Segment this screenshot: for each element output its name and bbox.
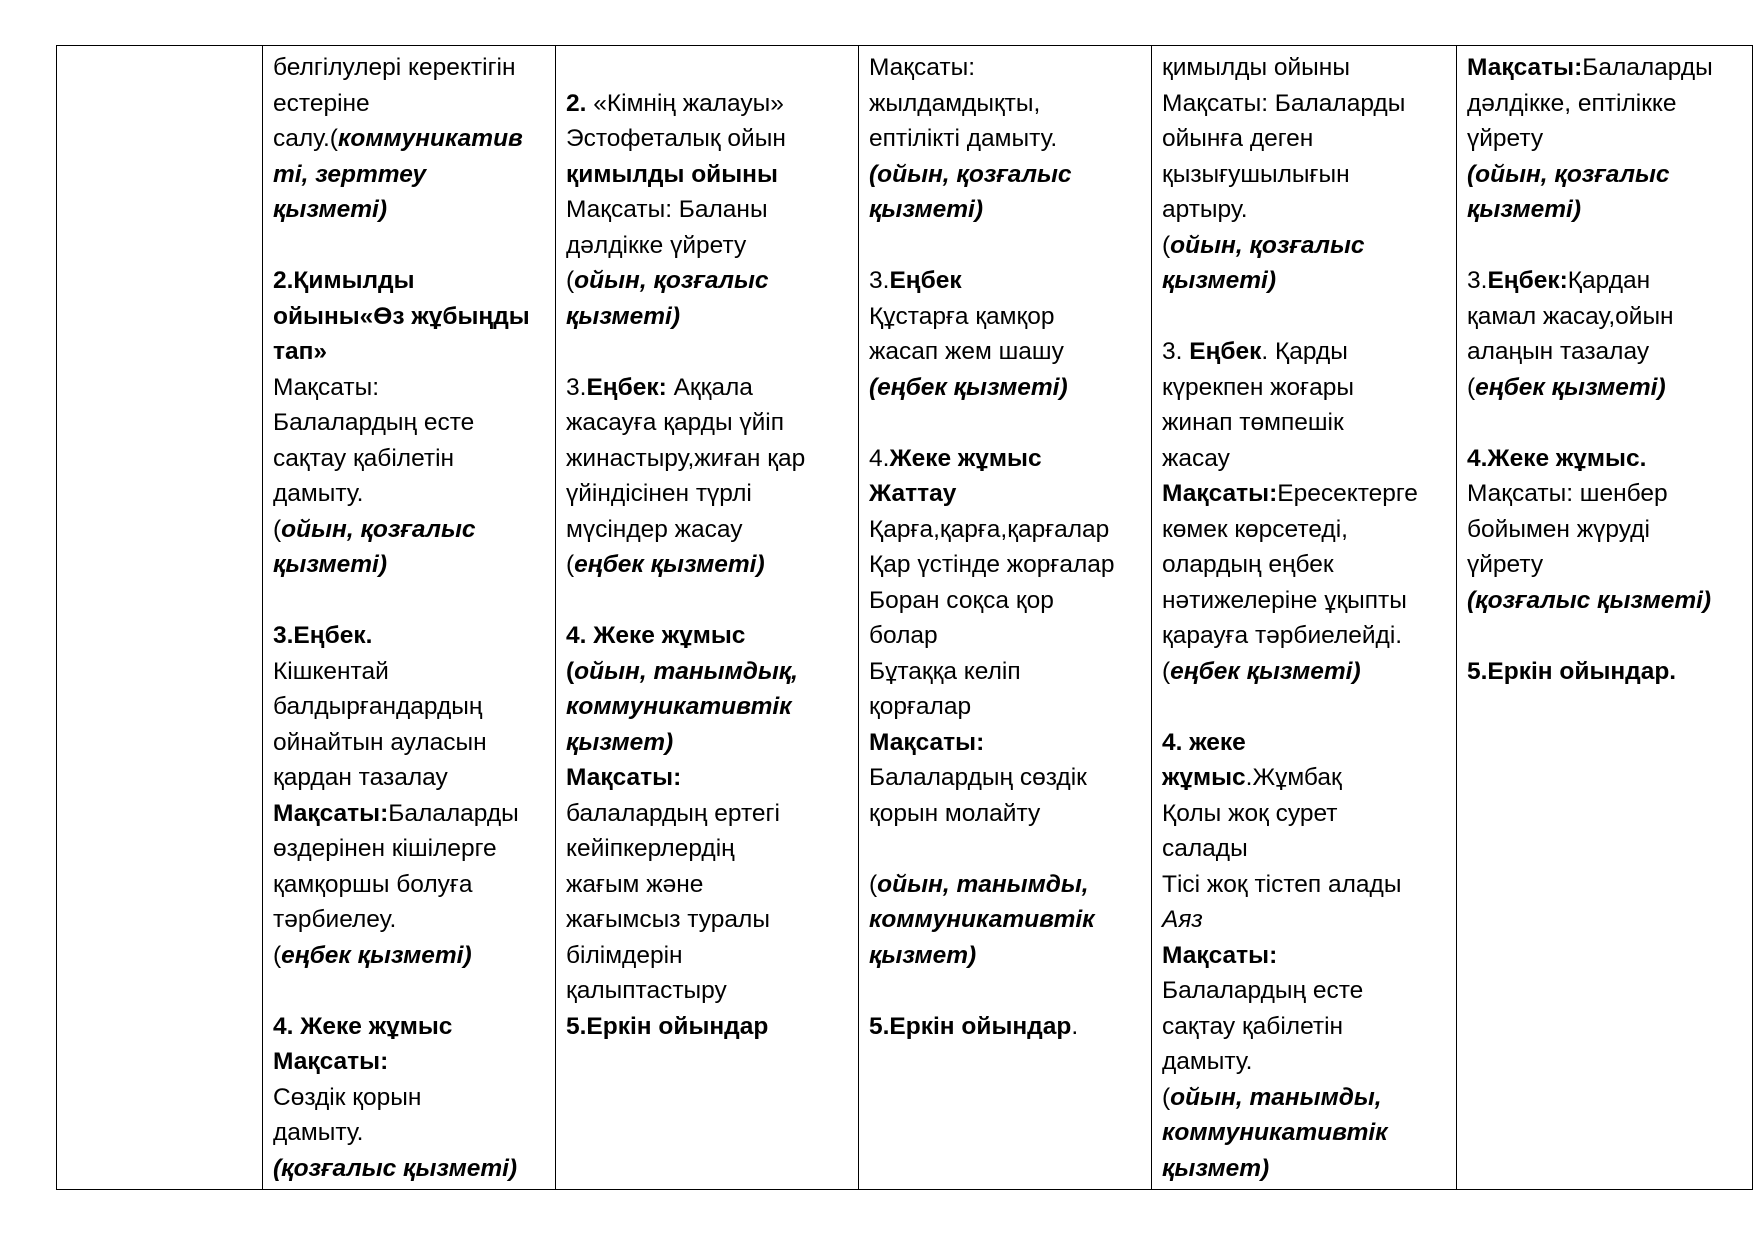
cell-line <box>869 441 1142 477</box>
text-run: .Жұмбақ <box>1245 764 1342 791</box>
text-run: Балаларды <box>1582 54 1713 81</box>
cell-line <box>273 831 546 867</box>
text-run: Мақсаты: <box>273 1048 389 1075</box>
text-run: жинап төмпешік <box>1162 409 1344 436</box>
cell-line <box>566 902 849 938</box>
text-run: ( <box>273 515 282 543</box>
text-run: Еңбек <box>1189 338 1262 365</box>
text-run: 2.Қимылды <box>273 267 415 294</box>
cell-line <box>1162 831 1447 867</box>
text-run: Балаларды <box>388 799 519 827</box>
cell-line <box>273 228 546 264</box>
text-run: Аяз <box>1162 906 1203 933</box>
cell-line <box>869 618 1142 654</box>
day-cell-3 <box>859 46 1152 1190</box>
text-run: (қозғалыс қызметі) <box>273 1154 518 1182</box>
cell-line <box>566 299 849 335</box>
cell-line <box>1162 796 1447 832</box>
cell-line <box>273 121 546 157</box>
text-run: 3. <box>1467 267 1488 294</box>
text-run: жұмыс <box>1162 764 1246 791</box>
cell-line <box>869 938 1142 974</box>
text-run: білімдерін <box>566 941 683 969</box>
empty-cell <box>57 46 263 1190</box>
text-run: Мақсаты: <box>869 54 976 81</box>
cell-line <box>1467 263 1743 299</box>
text-run: Қарға,қарға,қарғалар <box>869 515 1110 543</box>
cell-line <box>869 476 1142 512</box>
text-run: қызметі) <box>273 196 388 223</box>
text-run: 3. <box>566 373 587 401</box>
text-run: Балалардың есте <box>273 409 475 436</box>
cell-line <box>869 157 1142 193</box>
text-run: коммуникативтік <box>566 693 792 720</box>
text-run: артыру. <box>1162 196 1248 223</box>
text-run: 4. Жеке жұмыс <box>566 622 746 649</box>
cell-line <box>566 157 849 193</box>
cell-line <box>1162 725 1447 761</box>
text-run: ( <box>273 941 282 969</box>
cell-line <box>1162 476 1447 512</box>
text-run: еңбек қызметі) <box>574 551 765 578</box>
text-run: ойын, қозғалыс <box>1170 231 1365 259</box>
cell-line <box>1467 157 1743 193</box>
cell-line <box>869 760 1142 796</box>
text-run: қорын молайту <box>869 799 1041 827</box>
text-run: 4. жеке <box>1162 728 1246 756</box>
cell-line <box>1162 192 1447 228</box>
cell-line <box>273 1115 546 1151</box>
text-run: Мақсаты: <box>1467 54 1583 81</box>
cell-line <box>1162 228 1447 264</box>
cell-line <box>273 157 546 193</box>
schedule-table <box>56 45 1753 1190</box>
cell-line <box>1467 476 1743 512</box>
cell-line <box>869 583 1142 619</box>
text-run: Мақсаты: <box>1162 941 1278 969</box>
cell-line <box>273 1151 546 1187</box>
cell-line <box>566 405 849 441</box>
cell-line <box>869 1009 1142 1045</box>
text-run: Эстофеталық ойын <box>566 125 786 152</box>
cell-line <box>566 689 849 725</box>
cell-line <box>273 654 546 690</box>
cell-line <box>273 299 546 335</box>
text-run: Мақсаты: <box>273 373 380 401</box>
cell-line <box>869 902 1142 938</box>
day-cell-1 <box>263 46 556 1190</box>
cell-line <box>273 796 546 832</box>
text-run: Жеке жұмыс <box>889 444 1042 472</box>
cell-line <box>566 973 849 1009</box>
cell-line <box>273 334 546 370</box>
cell-line <box>566 725 849 761</box>
cell-line <box>273 1009 546 1045</box>
cell-line <box>566 512 849 548</box>
cell-line <box>869 512 1142 548</box>
text-run: бойымен жүруді <box>1467 515 1650 543</box>
text-run: Мақсаты: Баланы <box>566 196 768 223</box>
text-run: қорғалар <box>869 693 972 720</box>
cell-line <box>566 192 849 228</box>
text-run: жасау <box>1162 444 1230 472</box>
cell-line <box>273 370 546 406</box>
text-run: ойнайтын ауласын <box>273 728 487 756</box>
cell-line <box>1467 370 1743 406</box>
table-row <box>57 46 1753 1190</box>
cell-line <box>566 441 849 477</box>
cell-line <box>1467 192 1743 228</box>
cell-line <box>566 547 849 583</box>
cell-line <box>869 654 1142 690</box>
text-run: 4. <box>869 444 890 472</box>
text-run: қалыптастыру <box>566 977 727 1004</box>
text-run: Балалардың есте <box>1162 977 1364 1004</box>
text-run: тәрбиелеу. <box>273 906 397 933</box>
cell-line <box>1467 334 1743 370</box>
text-run: Құстарға қамқор <box>869 302 1055 330</box>
text-run: Жаттау <box>869 480 957 507</box>
text-run: Ересектерге <box>1277 480 1418 507</box>
text-run: балдырғандардың <box>273 693 483 720</box>
text-run: күрекпен жоғары <box>1162 373 1354 401</box>
cell-line <box>1467 654 1743 690</box>
text-run: салу.( <box>273 125 338 152</box>
text-run: еңбек қызметі) <box>281 941 472 969</box>
cell-line <box>273 973 546 1009</box>
text-run: ойын, қозғалыс <box>574 267 769 294</box>
cell-line <box>1162 50 1447 86</box>
cell-line <box>273 938 546 974</box>
cell-line <box>1162 1115 1447 1151</box>
text-run: коммуникативтік <box>869 906 1095 933</box>
cell-line <box>869 334 1142 370</box>
cell-line <box>1162 512 1447 548</box>
text-run: Сөздік қорын <box>273 1083 422 1111</box>
text-run: (еңбек қызметі) <box>869 373 1068 401</box>
text-run: Аққала <box>666 373 753 401</box>
text-run: «Кімнің жалауы» <box>586 89 784 117</box>
text-run: үйрету <box>1467 551 1544 578</box>
text-run: ті, зерттеу <box>273 160 427 188</box>
text-run: қызметі) <box>869 196 984 223</box>
text-run: жағым және <box>566 870 704 898</box>
cell-line <box>273 1080 546 1116</box>
text-run: тап» <box>273 338 328 365</box>
cell-line <box>1162 938 1447 974</box>
cell-line <box>273 725 546 761</box>
text-run: Мақсаты: шенбер <box>1467 480 1668 507</box>
text-run: қардан тазалау <box>273 764 448 791</box>
cell-line <box>273 760 546 796</box>
cell-line <box>869 299 1142 335</box>
text-run: сақтау қабілетін <box>273 444 455 472</box>
cell-line <box>273 583 546 619</box>
text-run: Боран соқса қор <box>869 586 1054 614</box>
cell-line <box>1162 334 1447 370</box>
cell-line <box>273 476 546 512</box>
text-run: Қолы жоқ сурет <box>1162 799 1338 827</box>
text-run: қызмет) <box>869 941 977 969</box>
cell-line <box>1162 1151 1447 1187</box>
text-run: ойыны«Өз жұбыңды <box>273 302 530 330</box>
cell-line <box>566 618 849 654</box>
cell-line <box>1162 547 1447 583</box>
text-run: қимылды ойыны <box>566 160 778 188</box>
text-run: (ойын, қозғалыс <box>869 160 1072 188</box>
cell-line <box>273 405 546 441</box>
text-run: жасап жем шашу <box>869 338 1064 365</box>
text-run: ойын, танымды, <box>877 870 1089 898</box>
text-run: алаңын тазалау <box>1467 338 1650 365</box>
cell-line <box>273 547 546 583</box>
text-run: коммуникативтік <box>1162 1119 1388 1146</box>
cell-line <box>1162 299 1447 335</box>
text-run: Тісі жоқ тістеп алады <box>1162 870 1402 898</box>
cell-line <box>1467 121 1743 157</box>
text-run: ( <box>1467 373 1476 401</box>
text-run: салады <box>1162 835 1248 862</box>
text-run: қамал жасау,ойын <box>1467 302 1674 330</box>
cell-line <box>566 760 849 796</box>
cell-line <box>566 50 849 86</box>
text-run: нәтижелеріне ұқыпты <box>1162 586 1407 614</box>
text-run: Бұтаққа келіп <box>869 657 1021 685</box>
text-run: қызмет) <box>1162 1154 1270 1182</box>
cell-line <box>869 405 1142 441</box>
text-run: ( <box>566 551 575 578</box>
cell-line <box>273 689 546 725</box>
text-run: 5.Еркін ойындар <box>869 1012 1072 1040</box>
cell-line <box>566 831 849 867</box>
text-run: дәлдікке үйрету <box>566 231 747 259</box>
text-run: 3. <box>869 267 890 294</box>
cell-line <box>273 902 546 938</box>
cell-line <box>1162 902 1447 938</box>
cell-line <box>273 867 546 903</box>
text-run: Кішкентай <box>273 657 389 685</box>
cell-line <box>566 86 849 122</box>
cell-line <box>273 1044 546 1080</box>
text-run: сақтау қабілетін <box>1162 1012 1344 1040</box>
cell-line <box>1162 1080 1447 1116</box>
text-run: еңбек қызметі) <box>1170 657 1361 685</box>
cell-line <box>1162 583 1447 619</box>
text-run: естеріне <box>273 89 370 117</box>
cell-line <box>1162 689 1447 725</box>
cell-line <box>1162 1009 1447 1045</box>
cell-line <box>1162 157 1447 193</box>
text-run: олардың еңбек <box>1162 551 1334 578</box>
cell-line <box>273 50 546 86</box>
text-run: Мақсаты: <box>273 799 389 827</box>
text-run: қамқоршы болуға <box>273 870 473 898</box>
cell-line <box>869 867 1142 903</box>
text-run: көмек көрсетеді, <box>1162 515 1348 543</box>
cell-line <box>566 867 849 903</box>
cell-line <box>869 725 1142 761</box>
text-run: Еңбек: <box>586 373 667 401</box>
cell-line <box>1162 370 1447 406</box>
cell-line <box>566 263 849 299</box>
cell-line <box>566 796 849 832</box>
cell-line <box>566 583 849 619</box>
cell-line <box>1467 299 1743 335</box>
text-run: болар <box>869 622 938 649</box>
cell-line <box>869 263 1142 299</box>
day-cell-4 <box>1152 46 1457 1190</box>
cell-line <box>566 121 849 157</box>
text-run: 4. Жеке жұмыс <box>273 1012 453 1040</box>
text-run: (қозғалыс қызметі) <box>1467 586 1712 614</box>
text-run: ойын, қозғалыс <box>281 515 476 543</box>
cell-line <box>1162 441 1447 477</box>
cell-line <box>869 547 1142 583</box>
text-run: 3. <box>1162 338 1190 365</box>
cell-line <box>566 228 849 264</box>
text-run: Балалардың сөздік <box>869 764 1087 791</box>
cell-line <box>869 370 1142 406</box>
text-run: өздерінен кішілерге <box>273 835 497 862</box>
cell-line <box>869 689 1142 725</box>
text-run: Қардан <box>1567 267 1651 294</box>
text-run: мүсіндер жасау <box>566 515 743 543</box>
cell-line <box>1467 50 1743 86</box>
text-run: ( <box>566 657 575 685</box>
cell-line <box>566 476 849 512</box>
cell-line <box>566 938 849 974</box>
cell-line <box>1162 86 1447 122</box>
text-run: Еңбек <box>889 267 962 294</box>
text-run: балалардың ертегі <box>566 799 780 827</box>
cell-line <box>566 654 849 690</box>
cell-line <box>1162 867 1447 903</box>
cell-line <box>1162 654 1447 690</box>
cell-line <box>1467 512 1743 548</box>
text-run: қарауға тәрбиелейді. <box>1162 622 1403 649</box>
text-run: ( <box>1162 657 1171 685</box>
text-run: еңбек қызметі) <box>1475 373 1666 401</box>
text-run: Еңбек: <box>1487 267 1568 294</box>
text-run: жасауға қарды үйіп <box>566 409 784 436</box>
text-run: кейіпкерлердің <box>566 835 735 862</box>
cell-line <box>869 192 1142 228</box>
text-run: қызметі) <box>1467 196 1582 223</box>
text-run: ойын, танымды, <box>1170 1083 1382 1111</box>
text-run: Мақсаты: <box>869 728 985 756</box>
text-run: ( <box>1162 231 1171 259</box>
cell-line <box>869 121 1142 157</box>
text-run: ойын, танымдық, <box>574 657 798 685</box>
text-run: Мақсаты: Балаларды <box>1162 89 1406 117</box>
cell-line <box>273 86 546 122</box>
cell-line <box>1467 441 1743 477</box>
cell-line <box>566 1009 849 1045</box>
cell-line <box>1162 121 1447 157</box>
text-run: ептілікті дамыту. <box>869 125 1058 152</box>
text-run: қызығушылығын <box>1162 160 1350 188</box>
cell-line <box>1467 86 1743 122</box>
cell-line <box>566 334 849 370</box>
cell-line <box>1467 618 1743 654</box>
cell-line <box>1467 583 1743 619</box>
text-run: дәлдікке, ептілікке <box>1467 89 1677 117</box>
text-run: жағымсыз туралы <box>566 906 770 933</box>
cell-line <box>1467 405 1743 441</box>
text-run: үйрету <box>1467 125 1544 152</box>
cell-line <box>869 831 1142 867</box>
text-run: коммуникатив <box>337 125 523 152</box>
day-cell-2 <box>556 46 859 1190</box>
text-run: 4.Жеке жұмыс. <box>1467 444 1647 472</box>
cell-line <box>1467 547 1743 583</box>
text-run: Мақсаты: <box>1162 480 1278 507</box>
cell-line <box>1162 1044 1447 1080</box>
text-run: (ойын, қозғалыс <box>1467 160 1670 188</box>
text-run: ойынға деген <box>1162 125 1314 152</box>
cell-line <box>566 370 849 406</box>
text-run: қызмет) <box>566 728 674 756</box>
cell-line <box>273 192 546 228</box>
cell-line <box>869 228 1142 264</box>
text-run: Қар үстінде жорғалар <box>869 551 1115 578</box>
text-run: белгілулері керектігін <box>273 54 516 81</box>
text-run: ( <box>1162 1083 1171 1111</box>
text-run: дамыту. <box>1162 1048 1253 1075</box>
cell-line <box>1162 405 1447 441</box>
text-run: 5.Еркін ойындар. <box>1467 657 1677 685</box>
text-run: ( <box>566 267 575 294</box>
text-run: дамыту. <box>273 480 364 507</box>
text-run: . Қарды <box>1261 338 1348 365</box>
cell-line <box>273 618 546 654</box>
text-run: 3.Еңбек. <box>273 622 373 649</box>
text-run: Мақсаты: <box>566 764 682 791</box>
cell-line <box>1162 263 1447 299</box>
cell-line <box>1467 228 1743 264</box>
text-run: жылдамдықты, <box>869 89 1041 117</box>
cell-line <box>1162 618 1447 654</box>
text-run: қимылды ойыны <box>1162 54 1350 81</box>
cell-line <box>869 50 1142 86</box>
text-run: үйіндісінен түрлі <box>566 480 752 507</box>
cell-line <box>273 263 546 299</box>
text-run: . <box>1071 1012 1079 1040</box>
cell-line <box>869 973 1142 1009</box>
text-run: дамыту. <box>273 1119 364 1146</box>
cell-line <box>869 86 1142 122</box>
cell-line <box>1162 760 1447 796</box>
text-run: 5.Еркін ойындар <box>566 1012 769 1040</box>
text-run: қызметі) <box>273 551 388 578</box>
cell-line <box>1162 973 1447 1009</box>
text-run: қызметі) <box>566 302 681 330</box>
text-run: қызметі) <box>1162 267 1277 294</box>
text-run: 2. <box>566 89 587 117</box>
cell-line <box>273 441 546 477</box>
cell-line <box>869 796 1142 832</box>
cell-line <box>273 512 546 548</box>
text-run: жинастыру,жиған қар <box>566 444 806 472</box>
text-run: ( <box>869 870 878 898</box>
day-cell-5 <box>1457 46 1753 1190</box>
